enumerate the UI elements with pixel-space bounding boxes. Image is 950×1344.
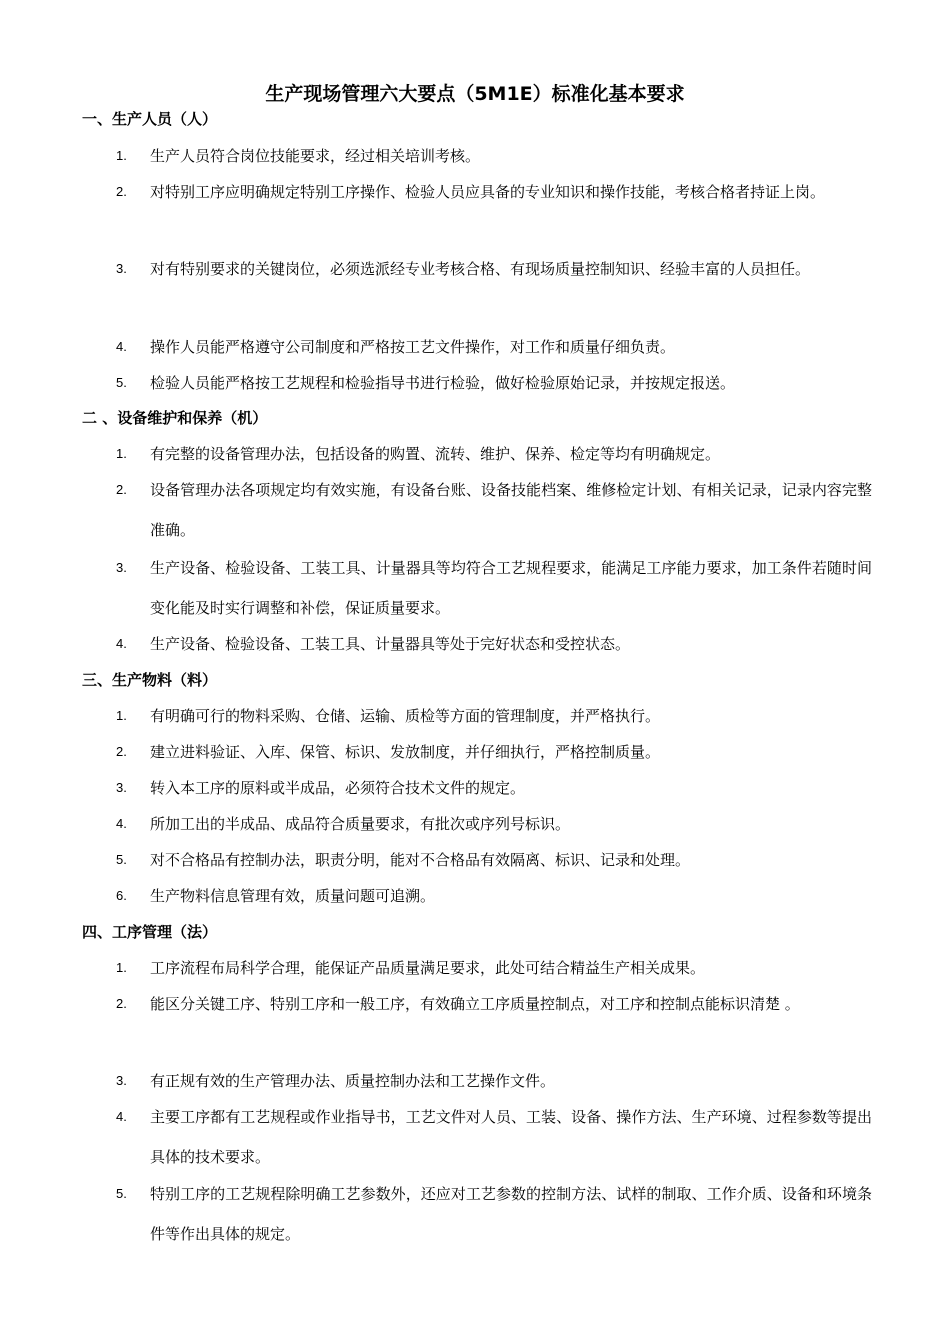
item-number: 4. <box>116 816 127 831</box>
item-text: 所加工出的半成品、成品符合质量要求，有批次或序列号标识。 <box>150 815 571 833</box>
item-text: 有正规有效的生产管理办法、质量控制办法和工艺操作文件。 <box>150 1072 556 1090</box>
item-text: 操作人员能严格遵守公司制度和严格按工艺文件操作，对工作和质量仔细负责。 <box>150 338 676 356</box>
item-number: 1. <box>116 960 127 975</box>
document-title: 生产现场管理六大要点（5M1E）标准化基本要求 <box>265 83 685 105</box>
item-number: 4. <box>116 339 127 354</box>
item-number: 5. <box>116 1186 127 1201</box>
item-text: 工序流程布局科学合理，能保证产品质量满足要求，此处可结合精益生产相关成果。 <box>150 959 706 977</box>
item-text: 转入本工序的原料或半成品，必须符合技术文件的规定。 <box>150 779 526 797</box>
item-text: 对有特别要求的关键岗位，必须选派经专业考核合格、有现场质量控制知识、经验丰富的人员担任。 <box>150 260 811 278</box>
item-text: 生产设备、检验设备、工装工具、计量器具等处于完好状态和受控状态。 <box>150 635 631 653</box>
item-text: 生产物料信息管理有效，质量问题可追溯。 <box>150 887 436 905</box>
item-text: 主要工序都有工艺规程或作业指导书，工艺文件对人员、工装、设备、操作方法、生产环境、过程参数等提出具体的技术要求。 <box>150 1108 872 1166</box>
section-heading: 三、生产物料（料） <box>82 671 218 689</box>
item-number: 3. <box>116 261 127 276</box>
item-text: 特别工序的工艺规程除明确工艺参数外，还应对工艺参数的控制方法、试样的制取、工作介质、设备和环境条件等作出具体的规定。 <box>150 1185 872 1243</box>
item-number: 5. <box>116 852 127 867</box>
item-number: 1. <box>116 148 127 163</box>
item-text: 有明确可行的物料采购、仓储、运输、质检等方面的管理制度，并严格执行。 <box>150 707 661 725</box>
item-number: 2. <box>116 184 127 199</box>
section-heading: 二 、设备维护和保养（机） <box>82 409 268 427</box>
item-text: 能区分关键工序、特别工序和一般工序，有效确立工序质量控制点，对工序和控制点能标识清楚 。 <box>150 995 800 1013</box>
item-number: 1. <box>116 708 127 723</box>
item-text: 生产人员符合岗位技能要求，经过相关培训考核。 <box>150 147 481 165</box>
item-number: 6. <box>116 888 127 903</box>
item-number: 3. <box>116 780 127 795</box>
item-number: 2. <box>116 482 127 497</box>
item-number: 2. <box>116 996 127 1011</box>
item-number: 3. <box>116 560 127 575</box>
item-text: 建立进料验证、入库、保管、标识、发放制度，并仔细执行，严格控制质量。 <box>150 743 661 761</box>
item-number: 4. <box>116 636 127 651</box>
item-number: 4. <box>116 1109 127 1124</box>
item-number: 3. <box>116 1073 127 1088</box>
item-text: 对不合格品有控制办法，职责分明，能对不合格品有效隔离、标识、记录和处理。 <box>150 851 691 869</box>
section-heading: 四、工序管理（法） <box>82 923 218 941</box>
item-number: 1. <box>116 446 127 461</box>
section-heading: 一、生产人员（人） <box>82 110 218 128</box>
item-number: 2. <box>116 744 127 759</box>
item-text: 对特别工序应明确规定特别工序操作、检验人员应具备的专业知识和操作技能，考核合格者持证上岗。 <box>150 183 826 201</box>
item-text: 有完整的设备管理办法，包括设备的购置、流转、维护、保养、检定等均有明确规定。 <box>150 445 721 463</box>
item-number: 5. <box>116 375 127 390</box>
item-text: 设备管理办法各项规定均有效实施，有设备台账、设备技能档案、维修检定计划、有相关记录，记录内容完整准确。 <box>150 481 872 539</box>
item-text: 检验人员能严格按工艺规程和检验指导书进行检验，做好检验原始记录，并按规定报送。 <box>150 374 736 392</box>
item-text: 生产设备、检验设备、工装工具、计量器具等均符合工艺规程要求，能满足工序能力要求，加工条件若随时间变化能及时实行调整和补偿，保证质量要求。 <box>150 559 872 617</box>
